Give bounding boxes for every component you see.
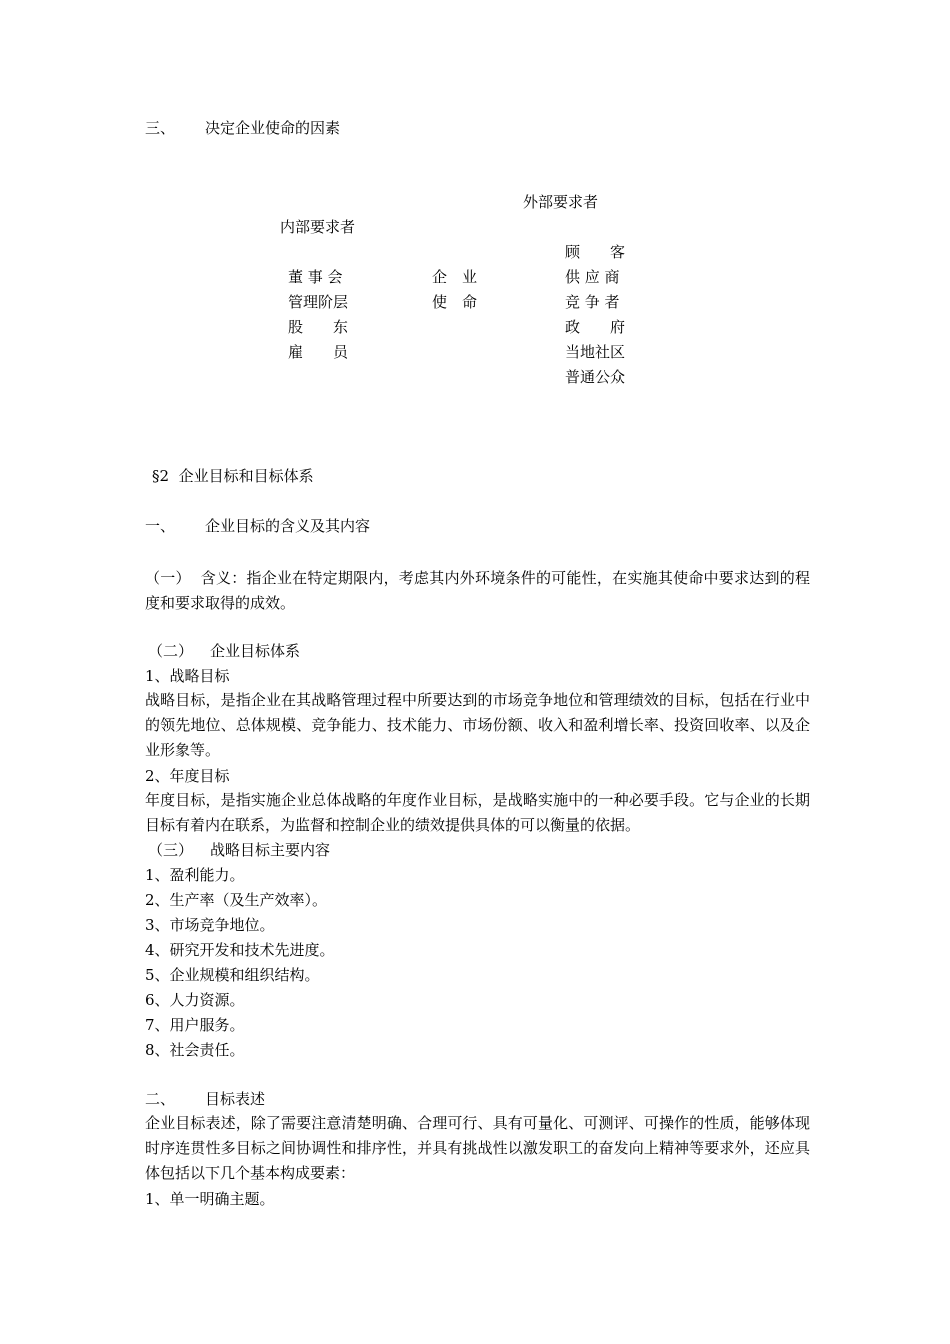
list-item: 8、社会责任。: [145, 1041, 245, 1059]
goal-statement-paragraph: 企业目标表述，除了需要注意清楚明确、合理可行、具有可量化、可测评、可操作的性质，能够体现时序连贯性多目标之间协调性和排序性，并具有挑战性以激发职工的奋发向上精神等要求外，还应具体包括以下几个基本构成要素：: [145, 1114, 810, 1182]
list-item: 1、盈利能力。: [145, 866, 245, 884]
center-item: 企 业: [432, 268, 478, 286]
part2-heading-number: 二、: [145, 1090, 176, 1108]
list-item: 6、人力资源。: [145, 991, 245, 1009]
internal-requesters-label: 内部要求者: [280, 218, 356, 236]
part1-heading-number: 一、: [145, 517, 176, 535]
definition-paragraph: [145, 566, 810, 616]
strategic-goal-paragraph: 战略目标，是指企业在其战略管理过程中所要达到的市场竞争地位和管理绩效的目标，包括在行业中的领先地位、总体规模、竞争能力、技术能力、市场份额、收入和盈利增长率、投资回收率、以及企业形象等。: [145, 691, 810, 759]
external-item: 供 应 商: [565, 268, 620, 286]
external-item: 顾 客: [565, 243, 626, 261]
annual-goal-paragraph: 年度目标，是指实施企业总体战略的年度作业目标，是战略实施中的一种必要手段。它与企业的长期目标有着内在联系，为监督和控制企业的绩效提供具体的可以衡量的依据。: [145, 791, 810, 834]
strategic-goal-title: 1、战略目标: [145, 667, 230, 685]
external-item: 普通公众: [565, 368, 626, 386]
internal-item: 管理阶层: [288, 293, 349, 311]
subheading-number: （三）: [148, 841, 194, 859]
subheading-title: 战略目标主要内容: [210, 841, 331, 859]
list-item: 3、市场竞争地位。: [145, 916, 275, 934]
external-requesters-label: 外部要求者: [523, 193, 599, 211]
internal-item: 股 东: [288, 318, 349, 336]
definition-number: （一）: [145, 569, 191, 587]
external-item: 当地社区: [565, 343, 626, 361]
list-item: 7、用户服务。: [145, 1016, 245, 1034]
list-item: 5、企业规模和组织结构。: [145, 966, 320, 984]
list-item: 1、单一明确主题。: [145, 1190, 275, 1208]
part1-heading-title: 企业目标的含义及其内容: [205, 517, 371, 535]
definition-text: 含义：指企业在特定期限内，考虑其内外环境条件的可能性，在实施其使命中要求达到的程度和要求取得的成效。: [145, 569, 810, 612]
list-item: 2、生产率（及生产效率）。: [145, 891, 328, 909]
chapter-title: §2 企业目标和目标体系: [152, 467, 314, 485]
list-item: 4、研究开发和技术先进度。: [145, 941, 335, 959]
subheading-number: （二）: [148, 642, 194, 660]
subheading-title: 企业目标体系: [210, 642, 301, 660]
part2-heading-title: 目标表述: [205, 1090, 266, 1108]
external-item: 政 府: [565, 318, 626, 336]
external-item: 竞 争 者: [565, 293, 620, 311]
internal-item: 雇 员: [288, 343, 349, 361]
section-heading-number: 三、: [145, 119, 176, 137]
annual-goal-title: 2、年度目标: [145, 767, 230, 785]
internal-item: 董 事 会: [288, 268, 343, 286]
center-item: 使 命: [432, 293, 478, 311]
section-heading-title: 决定企业使命的因素: [205, 119, 341, 137]
